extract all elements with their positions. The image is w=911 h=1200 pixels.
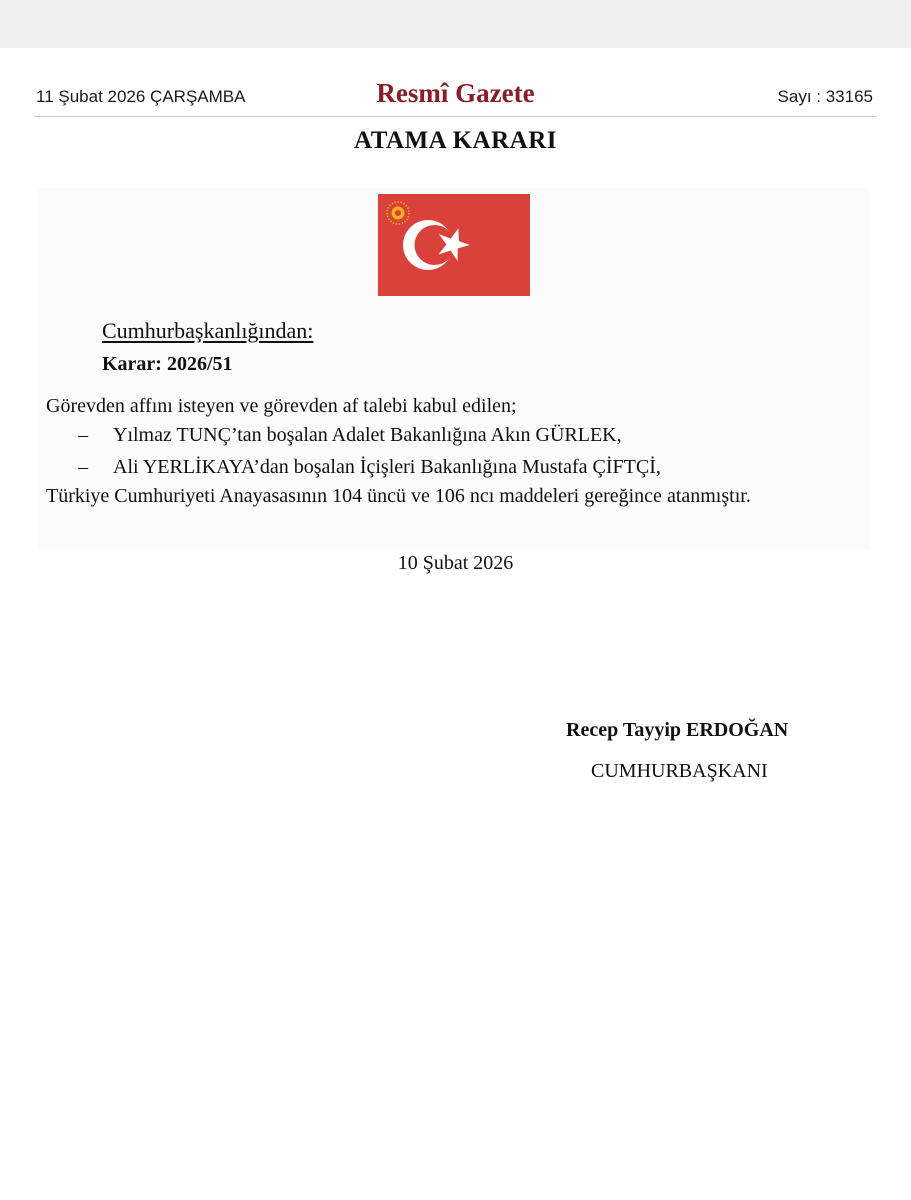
decree-date: 10 Şubat 2026 <box>397 552 514 574</box>
issue-number: Sayı : 33165 <box>777 87 873 106</box>
list-dash: – <box>78 424 88 446</box>
turkish-flag-emblem <box>378 194 530 296</box>
list-dash: – <box>78 456 88 478</box>
appointment-text: Ali YERLİKAYA’dan boşalan İçişleri Bakanlığına Mustafa ÇİFTÇİ, <box>113 456 661 478</box>
publication-title: Resmî Gazete <box>376 78 535 108</box>
signer-name: Recep Tayyip ERDOĞAN <box>566 719 789 741</box>
decree-closing: Türkiye Cumhuriyeti Anayasasının 104 üncü ve 106 ncı maddeleri gereğince atanmıştır. <box>46 485 751 507</box>
document-title: ATAMA KARARI <box>354 127 557 154</box>
decision-number: Karar: 2026/51 <box>102 353 233 375</box>
appointment-item <box>78 456 661 479</box>
appointment-item <box>78 424 622 447</box>
issuing-authority: Cumhurbaşkanlığından: <box>102 318 314 343</box>
issue-date: 11 Şubat 2026 ÇARŞAMBA <box>36 87 246 106</box>
masthead <box>34 78 877 117</box>
appointment-text: Yılmaz TUNÇ’tan boşalan Adalet Bakanlığına Akın GÜRLEK, <box>113 424 622 446</box>
signer-title: CUMHURBAŞKANI <box>591 760 768 782</box>
decree-intro: Görevden affını isteyen ve görevden af talebi kabul edilen; <box>46 395 517 417</box>
top-band <box>0 0 911 48</box>
